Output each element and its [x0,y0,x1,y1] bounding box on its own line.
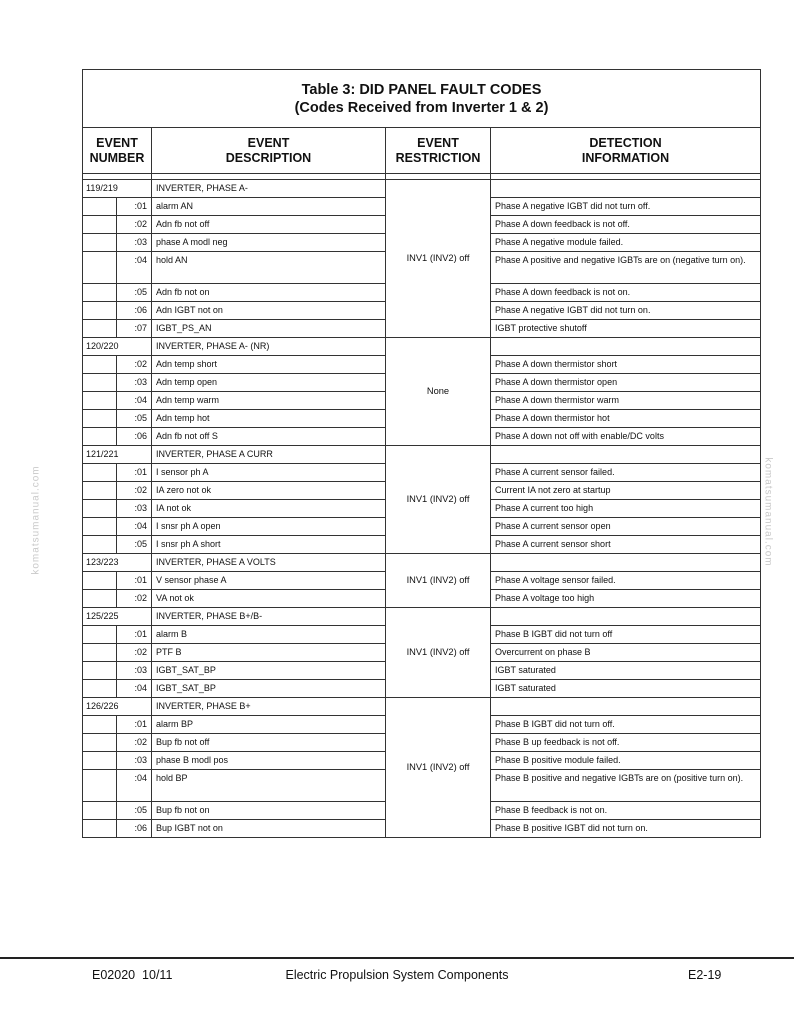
indent-cell [83,198,117,216]
event-restriction: INV1 (INV2) off [386,446,491,554]
event-description: Bup fb not off [152,734,386,752]
indent-cell [83,518,117,536]
event-description: phase B modl pos [152,752,386,770]
sub-code: :03 [117,752,152,770]
group-description: INVERTER, PHASE A CURR [152,446,386,464]
group-description: INVERTER, PHASE A- [152,180,386,198]
detection-information: Phase A negative module failed. [491,234,761,252]
event-description: IGBT_SAT_BP [152,680,386,698]
event-description: IGBT_SAT_BP [152,662,386,680]
table-title-line2: (Codes Received from Inverter 1 & 2) [294,99,549,116]
indent-cell [83,252,117,284]
event-number: 125/225 [83,608,152,626]
event-description: Bup fb not on [152,802,386,820]
detection-information: Phase B positive and negative IGBTs are on (positive turn on). [491,770,761,802]
footer-section-title: Electric Propulsion System Components [285,968,509,982]
event-description: Adn temp short [152,356,386,374]
indent-cell [83,500,117,518]
group-header-row [83,698,761,716]
event-description: phase A modl neg [152,234,386,252]
sub-code: :05 [117,536,152,554]
event-description: Adn fb not on [152,284,386,302]
table-title-line1: Table 3: DID PANEL FAULT CODES [301,81,542,98]
detection-information: Phase A current sensor open [491,518,761,536]
event-number: 123/223 [83,554,152,572]
watermark-right: komatsumanual.com [762,457,774,567]
sub-code: :06 [117,302,152,320]
event-description: IGBT_PS_AN [152,320,386,338]
indent-cell [83,572,117,590]
event-description: I sensor ph A [152,464,386,482]
group-description: INVERTER, PHASE A VOLTS [152,554,386,572]
detection-information: Phase B feedback is not on. [491,802,761,820]
detection-information: Phase B up feedback is not off. [491,734,761,752]
indent-cell [83,284,117,302]
detection-information: Phase A down thermistor open [491,374,761,392]
indent-cell [83,734,117,752]
sub-code: :04 [117,392,152,410]
detection-info-empty [491,698,761,716]
table-body [83,180,761,838]
detection-information: Phase A down not off with enable/DC volts [491,428,761,446]
sub-code: :02 [117,590,152,608]
sub-code: :05 [117,284,152,302]
event-restriction: INV1 (INV2) off [386,180,491,338]
sub-code: :02 [117,216,152,234]
event-description: I snsr ph A open [152,518,386,536]
footer-doc-code: E02020 10/11 [92,968,173,982]
indent-cell [83,716,117,734]
group-header-row [83,608,761,626]
event-description: hold BP [152,770,386,802]
event-number: 121/221 [83,446,152,464]
sub-code: :05 [117,410,152,428]
indent-cell [83,302,117,320]
indent-cell [83,536,117,554]
group-description: INVERTER, PHASE A- (NR) [152,338,386,356]
event-description: PTF B [152,644,386,662]
group-header-row [83,446,761,464]
indent-cell [83,770,117,802]
detection-information: Phase A current too high [491,500,761,518]
detection-information: Phase B positive IGBT did not turn on. [491,820,761,838]
indent-cell [83,428,117,446]
sub-code: :03 [117,500,152,518]
sub-code: :01 [117,572,152,590]
sub-code: :01 [117,716,152,734]
detection-information: Overcurrent on phase B [491,644,761,662]
indent-cell [83,752,117,770]
detection-information: IGBT protective shutoff [491,320,761,338]
watermark-left: komatsumanual.com [30,465,42,575]
sub-code: :02 [117,356,152,374]
sub-code: :02 [117,644,152,662]
event-number: 126/226 [83,698,152,716]
detection-information: Phase B IGBT did not turn off [491,626,761,644]
event-description: Adn temp hot [152,410,386,428]
sub-code: :06 [117,428,152,446]
event-description: IA zero not ok [152,482,386,500]
indent-cell [83,356,117,374]
indent-cell [83,216,117,234]
detection-information: Phase A current sensor short [491,536,761,554]
detection-info-empty [491,180,761,198]
sub-code: :04 [117,252,152,284]
indent-cell [83,662,117,680]
indent-cell [83,590,117,608]
indent-cell [83,802,117,820]
detection-information: Phase A down thermistor warm [491,392,761,410]
sub-code: :04 [117,680,152,698]
detection-information: Phase A negative IGBT did not turn on. [491,302,761,320]
indent-cell [83,820,117,838]
sub-code: :07 [117,320,152,338]
sub-code: :02 [117,482,152,500]
event-restriction: INV1 (INV2) off [386,698,491,838]
sub-code: :03 [117,662,152,680]
group-header-row [83,554,761,572]
sub-code: :03 [117,234,152,252]
sub-code: :01 [117,464,152,482]
indent-cell [83,410,117,428]
sub-code: :02 [117,734,152,752]
event-description: VA not ok [152,590,386,608]
group-header-row [83,338,761,356]
event-restriction: None [386,338,491,446]
event-description: alarm AN [152,198,386,216]
event-number: 120/220 [83,338,152,356]
detection-information: Phase A positive and negative IGBTs are on (negative turn on). [491,252,761,284]
event-description: Adn temp warm [152,392,386,410]
detection-information: Phase A voltage too high [491,590,761,608]
event-description: V sensor phase A [152,572,386,590]
sub-code: :03 [117,374,152,392]
detection-information: Phase A down thermistor short [491,356,761,374]
sub-code: :05 [117,802,152,820]
event-restriction: INV1 (INV2) off [386,554,491,608]
fault-codes-table [82,69,761,838]
sub-code: :01 [117,626,152,644]
detection-information: Phase A voltage sensor failed. [491,572,761,590]
indent-cell [83,374,117,392]
event-description: Adn fb not off [152,216,386,234]
header-event-restriction: EVENT RESTRICTION [386,128,491,174]
footer-page-number: E2-19 [688,968,722,982]
detection-information: IGBT saturated [491,680,761,698]
detection-info-empty [491,608,761,626]
indent-cell [83,482,117,500]
event-description: alarm BP [152,716,386,734]
event-restriction: INV1 (INV2) off [386,608,491,698]
detection-information: Phase A down thermistor hot [491,410,761,428]
indent-cell [83,392,117,410]
footer-rule [0,957,794,959]
detection-information: IGBT saturated [491,662,761,680]
detection-information: Phase A down feedback is not on. [491,284,761,302]
indent-cell [83,680,117,698]
indent-cell [83,644,117,662]
event-description: Adn temp open [152,374,386,392]
table-title [83,70,761,128]
event-number: 119/219 [83,180,152,198]
event-description: IA not ok [152,500,386,518]
group-header-row [83,180,761,198]
event-description: Adn IGBT not on [152,302,386,320]
detection-info-empty [491,446,761,464]
sub-code: :06 [117,820,152,838]
detection-information: Phase A down feedback is not off. [491,216,761,234]
event-description: alarm B [152,626,386,644]
detection-information: Phase A current sensor failed. [491,464,761,482]
detection-information: Phase A negative IGBT did not turn off. [491,198,761,216]
indent-cell [83,626,117,644]
event-description: Bup IGBT not on [152,820,386,838]
event-description: hold AN [152,252,386,284]
sub-code: :01 [117,198,152,216]
group-description: INVERTER, PHASE B+/B- [152,608,386,626]
detection-information: Phase B positive module failed. [491,752,761,770]
indent-cell [83,234,117,252]
sub-code: :04 [117,518,152,536]
detection-info-empty [491,338,761,356]
indent-cell [83,320,117,338]
header-event-number: EVENT NUMBER [83,128,152,174]
detection-information: Current IA not zero at startup [491,482,761,500]
detection-information: Phase B IGBT did not turn off. [491,716,761,734]
sub-code: :04 [117,770,152,802]
event-description: Adn fb not off S [152,428,386,446]
event-description: I snsr ph A short [152,536,386,554]
indent-cell [83,464,117,482]
group-description: INVERTER, PHASE B+ [152,698,386,716]
header-event-description: EVENT DESCRIPTION [152,128,386,174]
header-detection-information: DETECTION INFORMATION [491,128,761,174]
detection-info-empty [491,554,761,572]
